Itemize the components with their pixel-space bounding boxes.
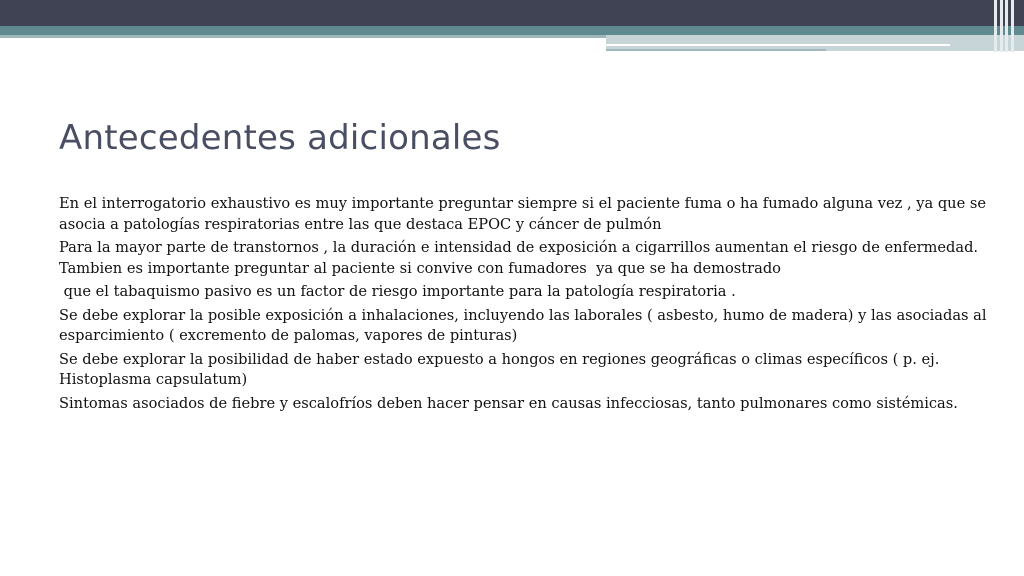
paragraph: Para la mayor parte de transtornos , la duración e intensidad de exposición a cigarrillos aumentan el riesgo de enfermedad. Tambien es importante preguntar al paciente si convive con fumadores ya que se ha demostrado	[59, 239, 983, 277]
header-band-line	[606, 44, 950, 46]
header-band-teal	[0, 26, 1024, 35]
header-band-dark	[0, 0, 1024, 26]
paragraph: Sintomas asociados de fiebre y escalofríos deben hacer pensar en causas infecciosas, tanto pulmonares como sistémicas.	[59, 394, 958, 412]
paragraph: En el interrogatorio exhaustivo es muy importante preguntar siempre si el paciente fuma o ha fumado alguna vez , ya que se asocia a patologías respiratorias entre las que destaca EPOC y cáncer de pulmón	[59, 195, 991, 233]
header-stripes	[994, 0, 1018, 52]
slide-title: Antecedentes adicionales	[59, 118, 501, 158]
header-band-bottom-line	[606, 49, 826, 51]
slide-body	[59, 194, 992, 417]
paragraph: Se debe explorar la posible exposición a inhalaciones, incluyendo las laborales ( asbesto, humo de madera) y las asociadas al esparcimiento ( excremento de palomas, vapores de pinturas)	[59, 306, 992, 344]
paragraph: Se debe explorar la posibilidad de haber estado expuesto a hongos en regiones geográficas o climas específicos ( p. ej. Histoplasma capsulatum)	[59, 350, 944, 388]
header-band-light	[0, 35, 606, 38]
paragraph: que el tabaquismo pasivo es un factor de riesgo importante para la patología respiratoria .	[59, 283, 736, 300]
